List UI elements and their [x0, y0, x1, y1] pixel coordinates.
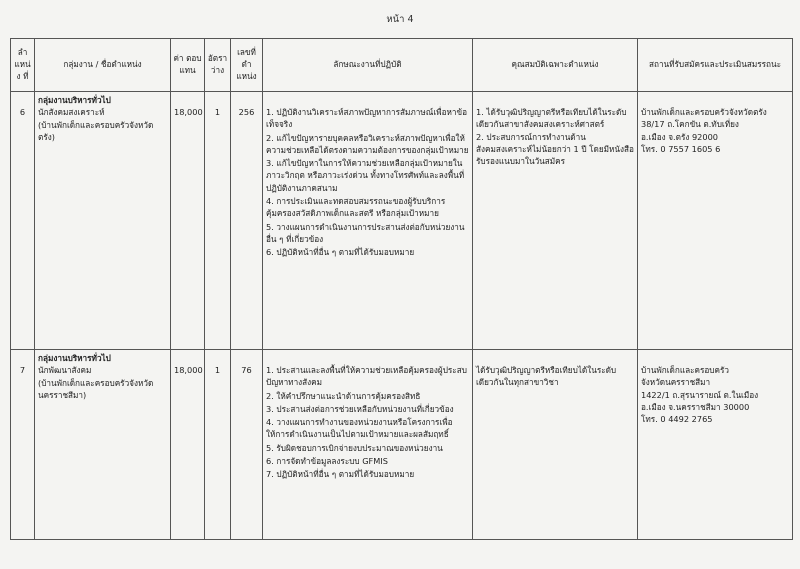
- duty-item: 6. การจัดทำข้อมูลลงระบบ GFMIS: [266, 456, 388, 467]
- duties-cell: [263, 350, 473, 540]
- row-number: 7: [11, 350, 35, 540]
- location-line: โทร. 0 4492 2765: [641, 414, 713, 425]
- qualification-item: ได้รับวุฒิปริญญาตรีหรือเทียบได้ในระดับเดียวกันในทุกสาขาวิชา: [476, 365, 617, 388]
- duties-list: [266, 106, 469, 259]
- job-position-table: [10, 38, 793, 540]
- table-row: [11, 350, 793, 540]
- group-position-cell: [35, 92, 171, 350]
- duties-list: [266, 364, 469, 481]
- position-title: นักพัฒนาสังคม: [38, 365, 92, 376]
- header-no: ลำ แหน่ง ที่: [11, 39, 35, 92]
- position-no-cell: 256: [231, 92, 263, 350]
- position-title: นักสังคมสงเคราะห์: [38, 107, 105, 118]
- duty-item: 6. ปฏิบัติหน้าที่อื่น ๆ ตามที่ได้รับมอบหมาย: [266, 247, 415, 258]
- duty-item: 1. ปฏิบัติงานวิเคราะห์สภาพปัญหาการสัมภาษณ์เพื่อหาข้อเท็จจริง: [266, 107, 467, 130]
- qualification-cell: [473, 350, 638, 540]
- duty-item: 4. การประเมินและทดสอบสมรรถนะของผู้รับบริการคุ้มครองสวัสดิภาพเด็กและสตรี หรือกลุ่มเป้าหมาย: [266, 196, 446, 219]
- location-line: โทร. 0 7557 1605 6: [641, 143, 721, 154]
- duties-cell: [263, 92, 473, 350]
- group-position-cell: [35, 350, 171, 540]
- vacancy-cell: 1: [205, 350, 231, 540]
- location-line: จังหวัดนครราชสีมา: [641, 377, 711, 388]
- group-title: กลุ่มงานบริหารทั่วไป: [38, 353, 111, 363]
- duty-item: 4. วางแผนการทำงานของหน่วยงานหรือโครงการเพื่อให้การดำเนินงานเป็นไปตามเป้าหมายและผลสัมฤทธิ์: [266, 417, 453, 440]
- header-position-no: เลขที่ ตำ แหน่ง: [231, 39, 263, 92]
- duty-item: 1. ประสานและลงพื้นที่ให้ความช่วยเหลือคุ้มครองผู้ประสบปัญหาทางสังคม: [266, 365, 467, 388]
- location-line: 38/17 ถ.โคกขัน ต.ทับเที่ยง: [641, 119, 739, 130]
- location-line: บ้านพักเด็กและครอบครัว: [641, 365, 729, 375]
- location-line: 1422/1 ถ.สุรนารายณ์ ต.ในเมือง: [641, 389, 759, 400]
- duty-item: 5. รับผิดชอบการเบิกจ่ายงบประมาณของหน่วยงาน: [266, 442, 443, 453]
- header-qualification: คุณสมบัติเฉพาะตำแหน่ง: [473, 39, 638, 92]
- salary-cell: 18,000: [171, 92, 205, 350]
- duty-item: 3. ประสานส่งต่อการช่วยเหลือกับหน่วยงานที่เกี่ยวข้อง: [266, 403, 454, 414]
- position-no-cell: 76: [231, 350, 263, 540]
- location-line: อ.เมือง จ.นครราชสีมา 30000: [641, 401, 750, 412]
- agency-name: (บ้านพักเด็กและครอบครัวจังหวัดตรัง): [38, 119, 154, 142]
- header-group-position: กลุ่มงาน / ชื่อตำแหน่ง: [35, 39, 171, 92]
- location-cell: [638, 350, 793, 540]
- table-row: [11, 92, 793, 350]
- location-line: บ้านพักเด็กและครอบครัวจังหวัดตรัง: [641, 107, 767, 117]
- row-number: 6: [11, 92, 35, 350]
- salary-cell: 18,000: [171, 350, 205, 540]
- duty-item: 7. ปฏิบัติหน้าที่อื่น ๆ ตามที่ได้รับมอบหมาย: [266, 469, 415, 480]
- duty-item: 2. แก้ไขปัญหารายบุคคลหรือวิเคราะห์สภาพปัญหาเพื่อให้ความช่วยเหลือได้ตรงตามความต้องการของกลุ่มเป้าหมาย: [266, 132, 469, 155]
- page-number: หน้า 4: [386, 14, 414, 25]
- header-vacancy: อัตรา ว่าง: [205, 39, 231, 92]
- qualification-cell: [473, 92, 638, 350]
- duty-item: 2. ให้คำปรึกษาแนะนำด้านการคุ้มครองสิทธิ: [266, 390, 421, 401]
- agency-name: (บ้านพักเด็กและครอบครัวจังหวัดนครราชสีมา): [38, 377, 154, 400]
- vacancy-cell: 1: [205, 92, 231, 350]
- location-cell: [638, 92, 793, 350]
- duty-item: 3. แก้ไขปัญหาในการให้ความช่วยเหลือกลุ่มเป้าหมายในภาวะวิกฤต หรือภาวะเร่งด่วน ทั้งทางโทรศัพท์และลงพื้นที่ปฏิบัติงานภาคสนาม: [266, 158, 465, 193]
- header-duties: ลักษณะงานที่ปฏิบัติ: [263, 39, 473, 92]
- qualification-item: 2. ประสบการณ์การทำงานด้านสังคมสงเคราะห์ไม่น้อยกว่า 1 ปี โดยมีหนังสือรับรองแนบมาในวันสมัคร: [476, 131, 634, 167]
- header-location: สถานที่รับสมัครและประเมินสมรรถนะ: [638, 39, 793, 92]
- header-salary: ค่า ตอบ แทน: [171, 39, 205, 92]
- location-line: อ.เมือง จ.ตรัง 92000: [641, 131, 718, 142]
- qualification-item: 1. ได้รับวุฒิปริญญาตรีหรือเทียบได้ในระดับเดียวกันสาขาสังคมสงเคราะห์ศาสตร์: [476, 107, 627, 130]
- group-title: กลุ่มงานบริหารทั่วไป: [38, 95, 111, 105]
- duty-item: 5. วางแผนการดำเนินงานการประสานส่งต่อกับหน่วยงานอื่น ๆ ที่เกี่ยวข้อง: [266, 221, 465, 244]
- table-header-row: [11, 39, 793, 92]
